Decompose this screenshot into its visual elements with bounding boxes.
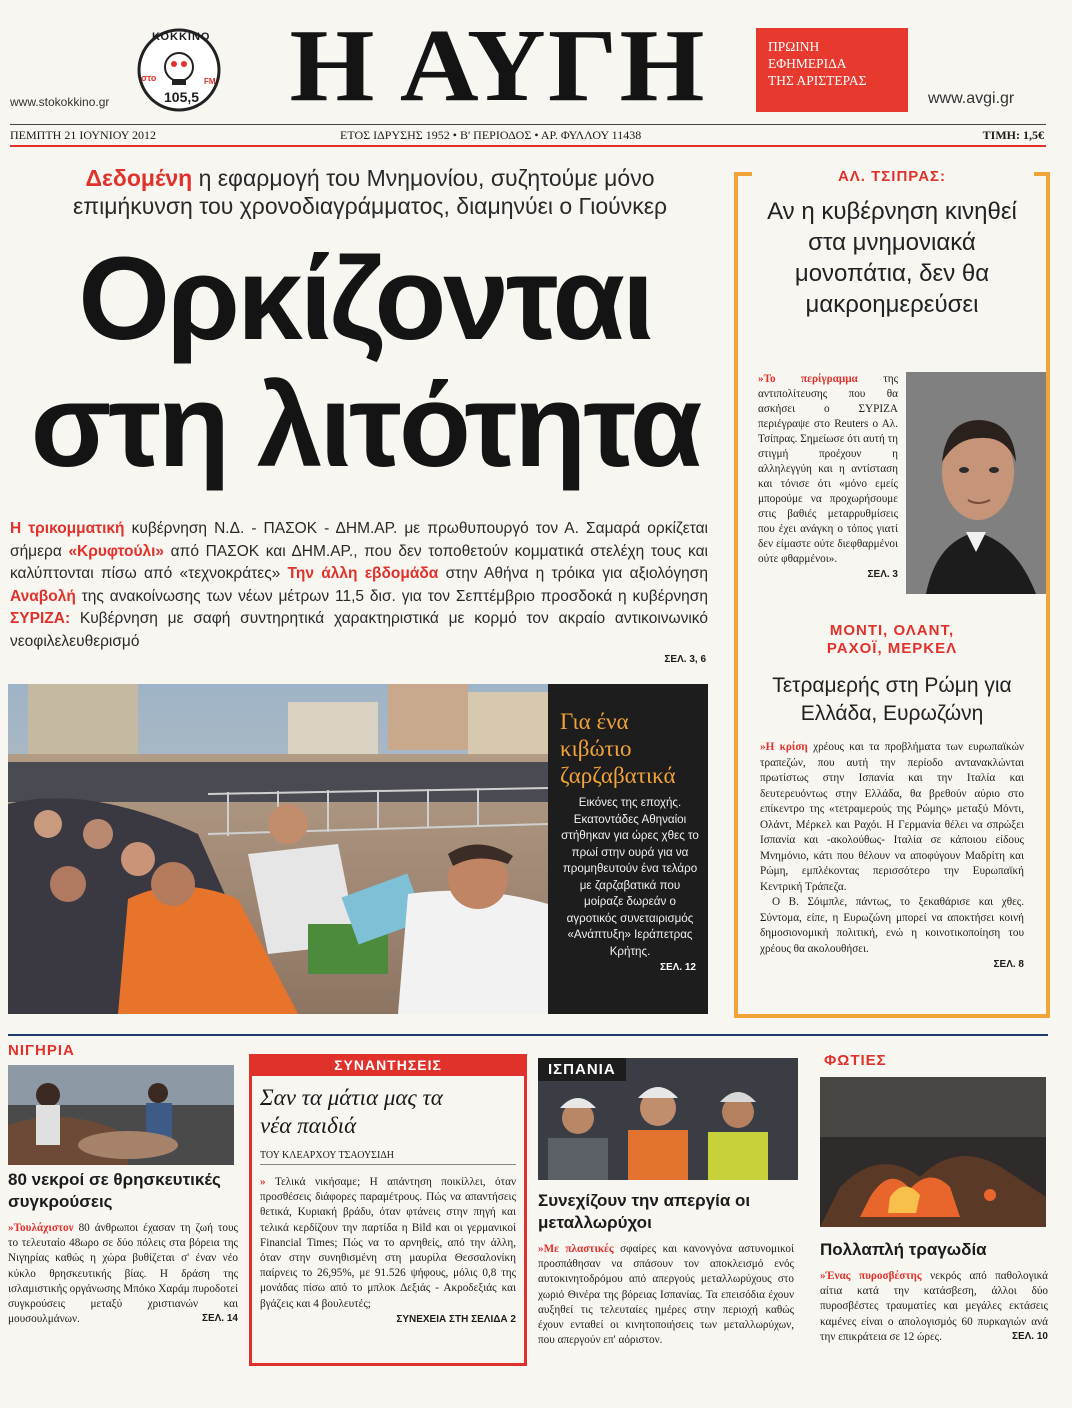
nigeria-lead: Τουλάχιστον bbox=[13, 1222, 74, 1234]
spain-photo bbox=[538, 1058, 798, 1180]
spain-headline[interactable]: Συνεχίζουν την απεργία οι μεταλλωρύχοι bbox=[538, 1191, 751, 1232]
site-url[interactable]: www.avgi.gr bbox=[928, 90, 1015, 107]
lead-body-text: από ΠΑΣΟΚ και ΔΗΜ.ΑΡ., που δεν τοποθετούν κομματικά στελέχη τους και καλύπτονται πίσω από «τεχνοκράτες» bbox=[10, 542, 708, 582]
arrow-icon: » bbox=[820, 1270, 826, 1282]
column-text: Τελικά νικήσαμε; Η απάντηση ποικίλλει, όταν προσθέσεις διάφορες παραμέτρους. Πώς να απαντήσεις θετικά, Κυριακή βράδυ, όταν φτάνεις στην πηγή και τελικά κερδίζουν την παρτίδα η Bild και οι γερμανικοί Financial Times; Πώς να το αρνηθείς, από την άλλη, όταν στην συνηθισμένη στη μαυρίλα Θεσσαλονίκη παίρνεις το 26,95%, με 91.526 ψήφους, μόλις 0,8 της μονάδας πίσω από το μπλοκ Δεξιάς - Ακροδεξιάς και βγάζεις και 4 βουλευτές; bbox=[260, 1176, 516, 1310]
nigeria-section: ΝΙΓΗΡΙΑ bbox=[8, 1042, 75, 1059]
arrow-icon: » bbox=[8, 1222, 14, 1234]
fires-ref[interactable]: ΣΕΛ. 10 bbox=[1011, 1331, 1048, 1343]
fires-photo-image bbox=[820, 1077, 1046, 1227]
slogan-line: ΤΗΣ ΑΡΙΣΤΕΡΑΣ bbox=[768, 73, 867, 88]
lead-body-text: της ανακοίνωσης των νέων μέτρων 11,5 δισ. για τον Σεπτέμβριο προσδοκά η κυβέρνηση bbox=[75, 587, 708, 605]
radio-logo-fm: FM bbox=[204, 77, 216, 86]
tsipras-section: ΑΛ. ΤΣΙΠΡΑΣ: bbox=[837, 168, 947, 185]
spain-section: ΙΣΠΑΝΙΑ bbox=[538, 1058, 626, 1081]
tsipras-text: της αντιπολίτευσης που θα ασκήσει ο ΣΥΡΙΖΑ περιέγραψε στο Reuters ο Αλ. Τσίπρας. Σημείωσε ότι αυτή τη στιγμή προέχουν η αλληλεγγύη και η αντίσταση και τόνισε ότι «μόνο εμείς μπορούμε να προχωρήσουμε στις βαθιές μεταρρυθμίσεις που έχει ανάγκη ο τόπος γιατί δεν είμαστε ούτε διεφθαρμένοι ούτε φθαρμένοι». bbox=[758, 373, 899, 565]
column-section: ΣΥΝΑΝΤΗΣΕΙΣ bbox=[249, 1054, 527, 1076]
slogan-line: ΕΦΗΜΕΡΙΔΑ bbox=[768, 56, 847, 71]
kicker-text: η εφαρμογή του Μνημονίου, συζητούμε μόνο bbox=[192, 165, 655, 191]
tsipras-photo-image bbox=[906, 372, 1046, 594]
bottom-rule bbox=[8, 1034, 1048, 1036]
issue-number: ΕΤΟΣ ΙΔΡΥΣΗΣ 1952 • Β' ΠΕΡΙΟΔΟΣ • ΑΡ. ΦΥΛΛΟΥ 11438 bbox=[340, 128, 642, 142]
fires-photo bbox=[820, 1077, 1046, 1227]
arrow-icon: » bbox=[760, 741, 766, 753]
lead-page-ref[interactable]: ΣΕΛ. 3, 6 bbox=[664, 654, 706, 665]
column-ref[interactable]: ΣΥΝΕΧΕΙΑ ΣΤΗ ΣΕΛΙΔΑ 2 bbox=[396, 1313, 516, 1325]
lead-headline-2[interactable]: στη λιτότητα bbox=[30, 360, 700, 492]
lead-body-text: κυβέρνηση Ν.Δ. - ΠΑΣΟΚ - ΔΗΜ.ΑΡ. με πρωθυπουργό τον Α. Σαμαρά ορκίζεται σήμερα bbox=[10, 520, 708, 560]
photo-story-caption: Εικόνες της εποχής. Εκατοντάδες Αθηναίοι στήθηκαν για ώρες χθες το πρωί στην ουρά για να προμηθευτούν ένα τελάρο με ζαρζαβατικά που μοίραζε δωρεάν ο αγροτικός συνεταιρισμός «Ανάπτυξη» Ιεράπετρας Κρήτης. bbox=[561, 796, 699, 958]
lead-body-lead: Η τρικομματική bbox=[10, 520, 125, 537]
date-bar-rule-bottom bbox=[10, 145, 1046, 147]
spain-story bbox=[538, 1058, 798, 1348]
photo-caption-box bbox=[548, 684, 708, 1014]
kicker-lead: Δεδομένη bbox=[85, 165, 193, 191]
photo-story-ref[interactable]: ΣΕΛ. 12 bbox=[659, 962, 696, 973]
arrow-icon: » bbox=[260, 1176, 276, 1188]
crowd-photo-image bbox=[8, 684, 548, 1014]
rome-section-1: ΜΟΝΤΙ, ΟΛΑΝΤ, bbox=[829, 622, 955, 639]
fires-text: νεκρός από παθολογικά αίτια κατά την κατάσβεση, άλλοι δύο πυροσβέστες τραυματίες και μεγάλες εκτάσεις καμένες είναι ο απολογισμός 60 πυρκαγιών ανά την επικράτεια σε 12 ώρες. bbox=[820, 1270, 1048, 1343]
issue-date: ΠΕΜΠΤΗ 21 ΙΟΥΝΙΟΥ 2012 bbox=[10, 128, 157, 142]
column-byline: ΤΟΥ ΚΛΕΑΡΧΟΥ ΤΣΑΟΥΣΙΔΗ bbox=[260, 1150, 516, 1165]
lead-headline-1[interactable]: Ορκίζονται bbox=[78, 233, 652, 365]
newspaper-title: Η ΑΥΓΗ bbox=[289, 8, 707, 123]
arrow-icon: » bbox=[758, 373, 764, 385]
column-headline[interactable]: Σαν τα μάτια μας τα νέα παιδιά bbox=[260, 1085, 443, 1138]
nigeria-photo-image bbox=[8, 1065, 234, 1165]
nigeria-photo bbox=[8, 1065, 234, 1165]
slogan-line: ΠΡΩΙΝΗ bbox=[768, 39, 820, 54]
rome-text-2: Ο Β. Σόιμπλε, πάντως, το ξεκαθάρισε και χθες. Σύντομα, είπε, η Ευρωζώνη μπορεί να αποκτήσει κοινή δημοσιονομική πολιτική, ενώ η κοινοτικοποίηση του χρέους θα ακολουθήσει. bbox=[760, 896, 1024, 955]
nigeria-ref[interactable]: ΣΕΛ. 14 bbox=[201, 1313, 238, 1325]
slogan-box bbox=[756, 28, 908, 112]
photo-story-title[interactable]: Για ένα κιβώτιο ζαρζαβατικά bbox=[560, 709, 676, 788]
lead-body bbox=[10, 518, 708, 653]
date-bar-rule-top bbox=[10, 124, 1046, 125]
tsipras-photo bbox=[906, 372, 1046, 594]
tsipras-ref[interactable]: ΣΕΛ. 3 bbox=[867, 569, 898, 580]
fires-lead: Ένας πυροσβέστης bbox=[825, 1270, 922, 1282]
radio-logo-freq: 105,5 bbox=[164, 89, 200, 105]
radio-logo bbox=[136, 27, 222, 113]
tsipras-lead: Το περίγραμμα bbox=[763, 373, 858, 385]
radio-url[interactable]: www.stokokkino.gr bbox=[10, 95, 110, 109]
rome-headline[interactable]: Τετραμερής στη Ρώμη για Ελλάδα, Ευρωζώνη bbox=[772, 674, 1012, 725]
rome-text: χρέους και τα προβλήματα των ευρωπαϊκών τραπεζών, που αυτή την περίοδο αντανακλώνται πρωτίστως στην Ισπανία και την Ιταλία και δευτερευόντως στην Ελλάδα, θα βρεθούν αύριο στο επίκεντρο της «τετραμερούς της Ρώμης» μεταξύ Μόντι, Ολάντ, Μέρκελ και Ραχόι. Η Γερμανία θέλει να σπρώξει Ισπανία και -ακολούθως- Ιταλία σε κάποιου είδους Μνημόνιο, κάτι που θέλουν να αποφύγουν Μαδρίτη και Ρώμη, εμπλέκοντας περισσότερο την Ευρωπαϊκή Κεντρική Τράπεζα. bbox=[760, 741, 1024, 893]
rome-section-2: ΡΑΧΟΪ, ΜΕΡΚΕΛ bbox=[826, 640, 958, 657]
fires-section: ΦΩΤΙΕΣ bbox=[824, 1052, 887, 1069]
arrow-icon: » bbox=[538, 1243, 544, 1255]
lead-body-text: Κυβέρνηση με σαφή συντηρητικά χαρακτηριστικά με κορμό τον ακραίο αντικοινωνικό νεοφιλελευθερισμό bbox=[10, 610, 708, 650]
masthead bbox=[0, 0, 1072, 150]
rome-lead: Η κρίση bbox=[765, 741, 808, 753]
lead-body-lead: «Κρυφτούλι» bbox=[68, 542, 165, 560]
tsipras-headline[interactable]: Αν η κυβέρνηση κινηθεί στα μνημονιακά μονοπάτια, δεν θα μακροημερεύσει bbox=[767, 198, 1017, 318]
nigeria-text: 80 άνθρωποι έχασαν τη ζωή τους το τελευταίο 48ωρο σε δύο πόλεις στα βόρεια της Νιγηρίας καθώς η χώρα βυθίζεται σ' έναν νέο κύκλο θρησκευτικής βίας. Η δράση της ισλαμιστικής οργάνωσης Μπόκο Χαράμ πυροδοτεί συγκρούσεις μεταξύ χριστιανών και μουσουλμάνων. bbox=[8, 1222, 238, 1326]
lead-body-lead: ΣΥΡΙΖΑ: bbox=[10, 610, 71, 627]
lead-kicker bbox=[20, 164, 720, 220]
issue-price: ΤΙΜΗ: 1,5€ bbox=[982, 128, 1044, 142]
spain-text: σφαίρες και κανονγόνα αστυνομικοί προσπάθησαν να σπάσουν τον αποκλεισμό ενός αυτοκινητοδρόμου από απεργούς μεταλλωρύχους στο χωριό Θινέρα της βόρειας Ισπανίας. Τα επεισόδια έχουν αυξηθεί τις τελευταίες ημέρες στην περιοχή καθώς έχουν ενταθεί οι κινητοποιήσεις των μεταλλωρύχων, που απεργούν επ' αόριστον. bbox=[538, 1243, 794, 1347]
lead-body-text: στην Αθήνα η τρόικα για αξιολόγηση bbox=[438, 565, 708, 582]
kicker-text-2: επιμήκυνση του χρονοδιαγράμματος, διαμηνύει ο Γιούνκερ bbox=[72, 193, 668, 219]
crowd-photo bbox=[8, 684, 548, 1014]
spain-lead: Με πλαστικές bbox=[543, 1243, 614, 1255]
column-story bbox=[249, 1054, 527, 1366]
nigeria-headline[interactable]: 80 νεκροί σε θρησκευτικές συγκρούσεις bbox=[8, 1170, 221, 1211]
radio-logo-top: ΚΟΚΚΙΝΟ bbox=[152, 31, 211, 43]
nigeria-story bbox=[8, 1042, 238, 1324]
tsipras-body bbox=[758, 372, 898, 580]
rome-ref[interactable]: ΣΕΛ. 8 bbox=[993, 959, 1024, 970]
lead-body-lead: Αναβολή bbox=[10, 587, 76, 605]
radio-logo-left: στο bbox=[141, 73, 157, 83]
rome-bracket bbox=[734, 606, 1050, 1018]
lead-body-lead: Την άλλη εβδομάδα bbox=[287, 565, 439, 582]
fires-headline[interactable]: Πολλαπλή τραγωδία bbox=[820, 1240, 987, 1259]
fires-story bbox=[820, 1052, 1048, 1342]
